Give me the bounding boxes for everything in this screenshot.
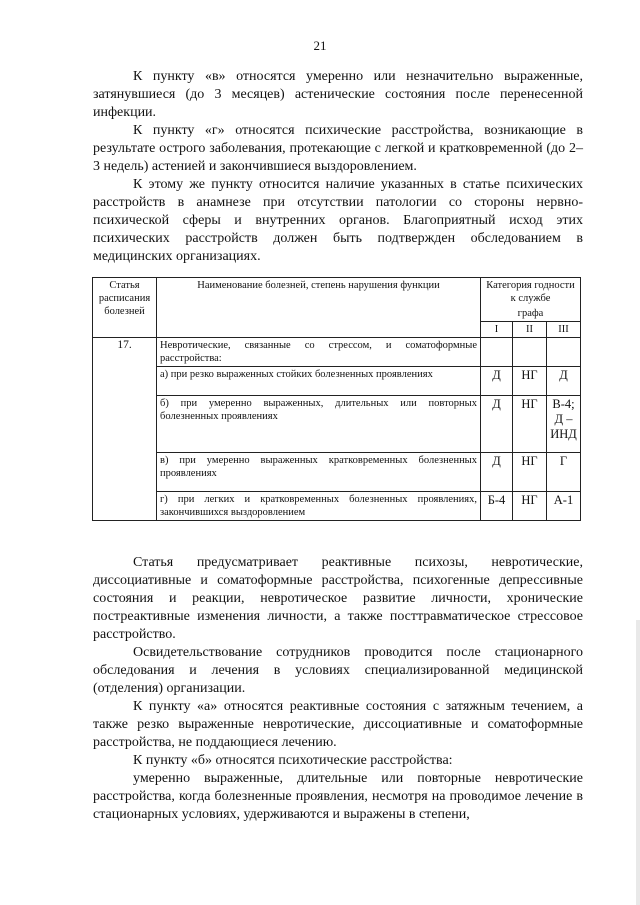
paragraph: К пункту «в» относятся умеренно или незначительно выраженные, затянувшиеся (до 3 месяцев) астенические состояния после перенесенной инфекции. bbox=[93, 69, 583, 120]
grade-2: НГ bbox=[513, 396, 547, 453]
grade-3: А-1 bbox=[547, 492, 581, 521]
paragraph: К пункту «а» относятся реактивные состояния с затяжным течением, а также резко выраженные невротические, диссоциативные и соматоформные расстройства, не поддающиеся лечению. bbox=[93, 699, 583, 750]
table-row bbox=[93, 453, 581, 492]
paragraph: Освидетельствование сотрудников проводится после стационарного обследования и лечения в условиях специализированной медицинской (отделения) организации. bbox=[93, 645, 583, 696]
grade-3: Г bbox=[547, 453, 581, 492]
header-graph: графа bbox=[481, 306, 581, 322]
grade-1: Б-4 bbox=[481, 492, 513, 521]
row-text: в) при умеренно выраженных кратковременных болезненных проявлениях bbox=[157, 453, 481, 492]
article-number: 17. bbox=[93, 338, 157, 521]
header-name: Наименование болезней, степень нарушения функции bbox=[157, 278, 481, 338]
grade-1: Д bbox=[481, 396, 513, 453]
row-text: а) при резко выраженных стойких болезненных проявлениях bbox=[157, 367, 481, 396]
paragraph: К пункту «г» относятся психические расстройства, возникающие в результате острого заболевания, протекающие с легкой и кратковременной (до 2–3 недель) астенией и закончившиеся выздоровлением. bbox=[93, 123, 583, 174]
header-col-3: III bbox=[547, 322, 581, 338]
grade-2: НГ bbox=[513, 492, 547, 521]
header-col-2: II bbox=[513, 322, 547, 338]
header-category-label: Категория годности к службе bbox=[486, 280, 575, 304]
header-category bbox=[481, 278, 581, 307]
section-title: Невротические, связанные со стрессом, и соматоформные расстройства: bbox=[157, 338, 481, 367]
disease-schedule-table bbox=[92, 277, 581, 521]
header-col-1: I bbox=[481, 322, 513, 338]
row-text: г) при легких и кратковременных болезненных проявлениях, закончившихся выздоровлением bbox=[157, 492, 481, 521]
table-row bbox=[93, 338, 581, 367]
table-row bbox=[93, 367, 581, 396]
grade-1: Д bbox=[481, 367, 513, 396]
paragraph: Статья предусматривает реактивные психозы, невротические, диссоциативные и соматоформные расстройства, психогенные депрессивные состояния и реакции, невротическое развитие личности, хронические постреактивные изменения личности, а также посттравматическое стрессовое расстройство. bbox=[93, 555, 583, 642]
scroll-edge bbox=[636, 620, 640, 905]
page-number: 21 bbox=[313, 38, 327, 53]
header-article: Статья расписания болезней bbox=[93, 278, 157, 338]
table-header-row bbox=[93, 278, 581, 307]
grade-3: Д bbox=[547, 367, 581, 396]
table-row bbox=[93, 492, 581, 521]
body-text bbox=[93, 554, 583, 824]
paragraph: К пункту «б» относятся психотические расстройства: bbox=[133, 753, 453, 768]
paragraph: К этому же пункту относится наличие указанных в статье психических расстройств в анамнезе при отсутствии патологии со стороны нервно-психической сферы и внутренних органов. Благоприятный исход этих психических расстройств должен быть подтвержден обследованием в медицинских организациях. bbox=[93, 177, 583, 264]
grade-2: НГ bbox=[513, 453, 547, 492]
paragraph: умеренно выраженные, длительные или повторные невротические расстройства, когда болезненные проявления, несмотря на проводимое лечение в стационарных условиях, удерживаются и выражены в степени, bbox=[93, 771, 583, 822]
row-text: б) при умеренно выраженных, длительных или повторных болезненных проявлениях bbox=[157, 396, 481, 453]
intro-text bbox=[93, 68, 583, 266]
table-row bbox=[93, 396, 581, 453]
grade-2: НГ bbox=[513, 367, 547, 396]
grade-3: В-4; Д – ИНД bbox=[547, 396, 581, 453]
grade-1: Д bbox=[481, 453, 513, 492]
